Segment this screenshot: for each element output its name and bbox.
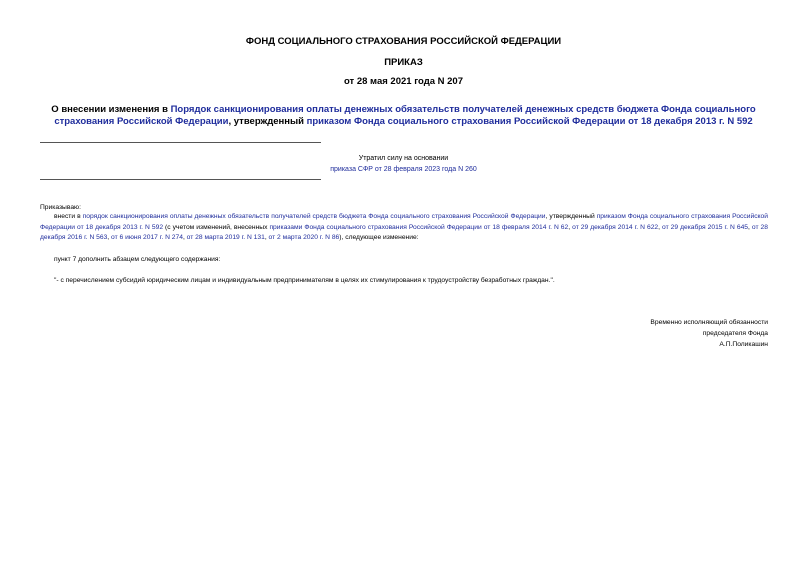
signature-block bbox=[560, 317, 768, 350]
link-order-62[interactable]: приказами Фонда социального страхования Российской Федерации от 18 февраля 2014 г. N 62 bbox=[269, 223, 569, 231]
link-order-131[interactable]: от 28 марта 2019 г. N 131 bbox=[186, 234, 265, 241]
main-text-4: , bbox=[568, 223, 573, 231]
title-link-procedure[interactable]: Порядок санкционирования оплаты денежных обязательств получателей денежных средств бюджета Фонда социального страхования Российской Федерации bbox=[54, 104, 756, 127]
main-text-2: , утвержденный bbox=[545, 213, 597, 220]
link-order-622[interactable]: от 29 декабря 2014 г. N 622 bbox=[572, 223, 659, 231]
document-title bbox=[40, 104, 767, 128]
main-text-6: , bbox=[748, 223, 752, 231]
main-text-10: ), следующее изменение: bbox=[339, 234, 419, 241]
document-date-number: от 28 мая 2021 года N 207 bbox=[343, 76, 464, 87]
main-paragraph bbox=[40, 212, 768, 244]
main-text-5: , bbox=[658, 223, 663, 231]
quoted-amendment: "- с перечислением субсидий юридическим лицам и индивидуальным предпринимателям в целях их стимулирования к трудоустройству безработных граждан.". bbox=[54, 277, 555, 284]
signer-position-2: председателя Фонда bbox=[702, 330, 768, 337]
status-notice-text: Утратил силу на основании bbox=[358, 155, 449, 162]
signer-name: А.П.Поликашин bbox=[719, 341, 768, 348]
title-middle: , утвержденный bbox=[228, 116, 307, 127]
main-text-7: , bbox=[107, 234, 112, 241]
link-order-592[interactable]: приказом Фонда социального страхования Российской Федерации от 18 декабря 2013 г. N 592 bbox=[40, 213, 768, 231]
organization-heading: ФОНД СОЦИАЛЬНОГО СТРАХОВАНИЯ РОССИЙСКОЙ ФЕДЕРАЦИИ bbox=[245, 36, 562, 47]
title-prefix: О внесении изменения в bbox=[51, 104, 171, 115]
status-notice-link[interactable]: приказа СФР от 28 февраля 2023 года N 260 bbox=[330, 166, 477, 173]
link-order-563[interactable]: от 28 декабря 2016 г. N 563 bbox=[40, 223, 768, 241]
link-order-645[interactable]: от 29 декабря 2015 г. N 645 bbox=[662, 223, 749, 231]
document-type-heading: ПРИКАЗ bbox=[384, 57, 423, 68]
main-text-3: (с учетом изменений, внесенных bbox=[163, 223, 270, 231]
link-order-274[interactable]: от 6 июня 2017 г. N 274 bbox=[111, 234, 183, 241]
link-procedure[interactable]: порядок санкционирования оплаты денежных обязательств получателей средств бюджета Фонда социального страхования Российской Федерации bbox=[82, 213, 546, 220]
main-text-8: , bbox=[182, 234, 187, 241]
title-link-order-592[interactable]: приказом Фонда социального страхования Российской Федерации от 18 декабря 2013 г. N 592 bbox=[306, 116, 753, 127]
signer-position-1: Временно исполняющий обязанности bbox=[650, 319, 768, 326]
status-notice bbox=[300, 153, 507, 175]
divider-bottom bbox=[40, 179, 321, 180]
item-paragraph: пункт 7 дополнить абзацем следующего содержания: bbox=[54, 256, 221, 263]
main-text-1: внести в bbox=[54, 213, 83, 220]
link-order-86[interactable]: от 2 марта 2020 г. N 86 bbox=[268, 234, 340, 241]
main-text-9: , bbox=[264, 234, 269, 241]
order-word: Приказываю: bbox=[40, 204, 81, 211]
divider-top bbox=[40, 142, 321, 143]
